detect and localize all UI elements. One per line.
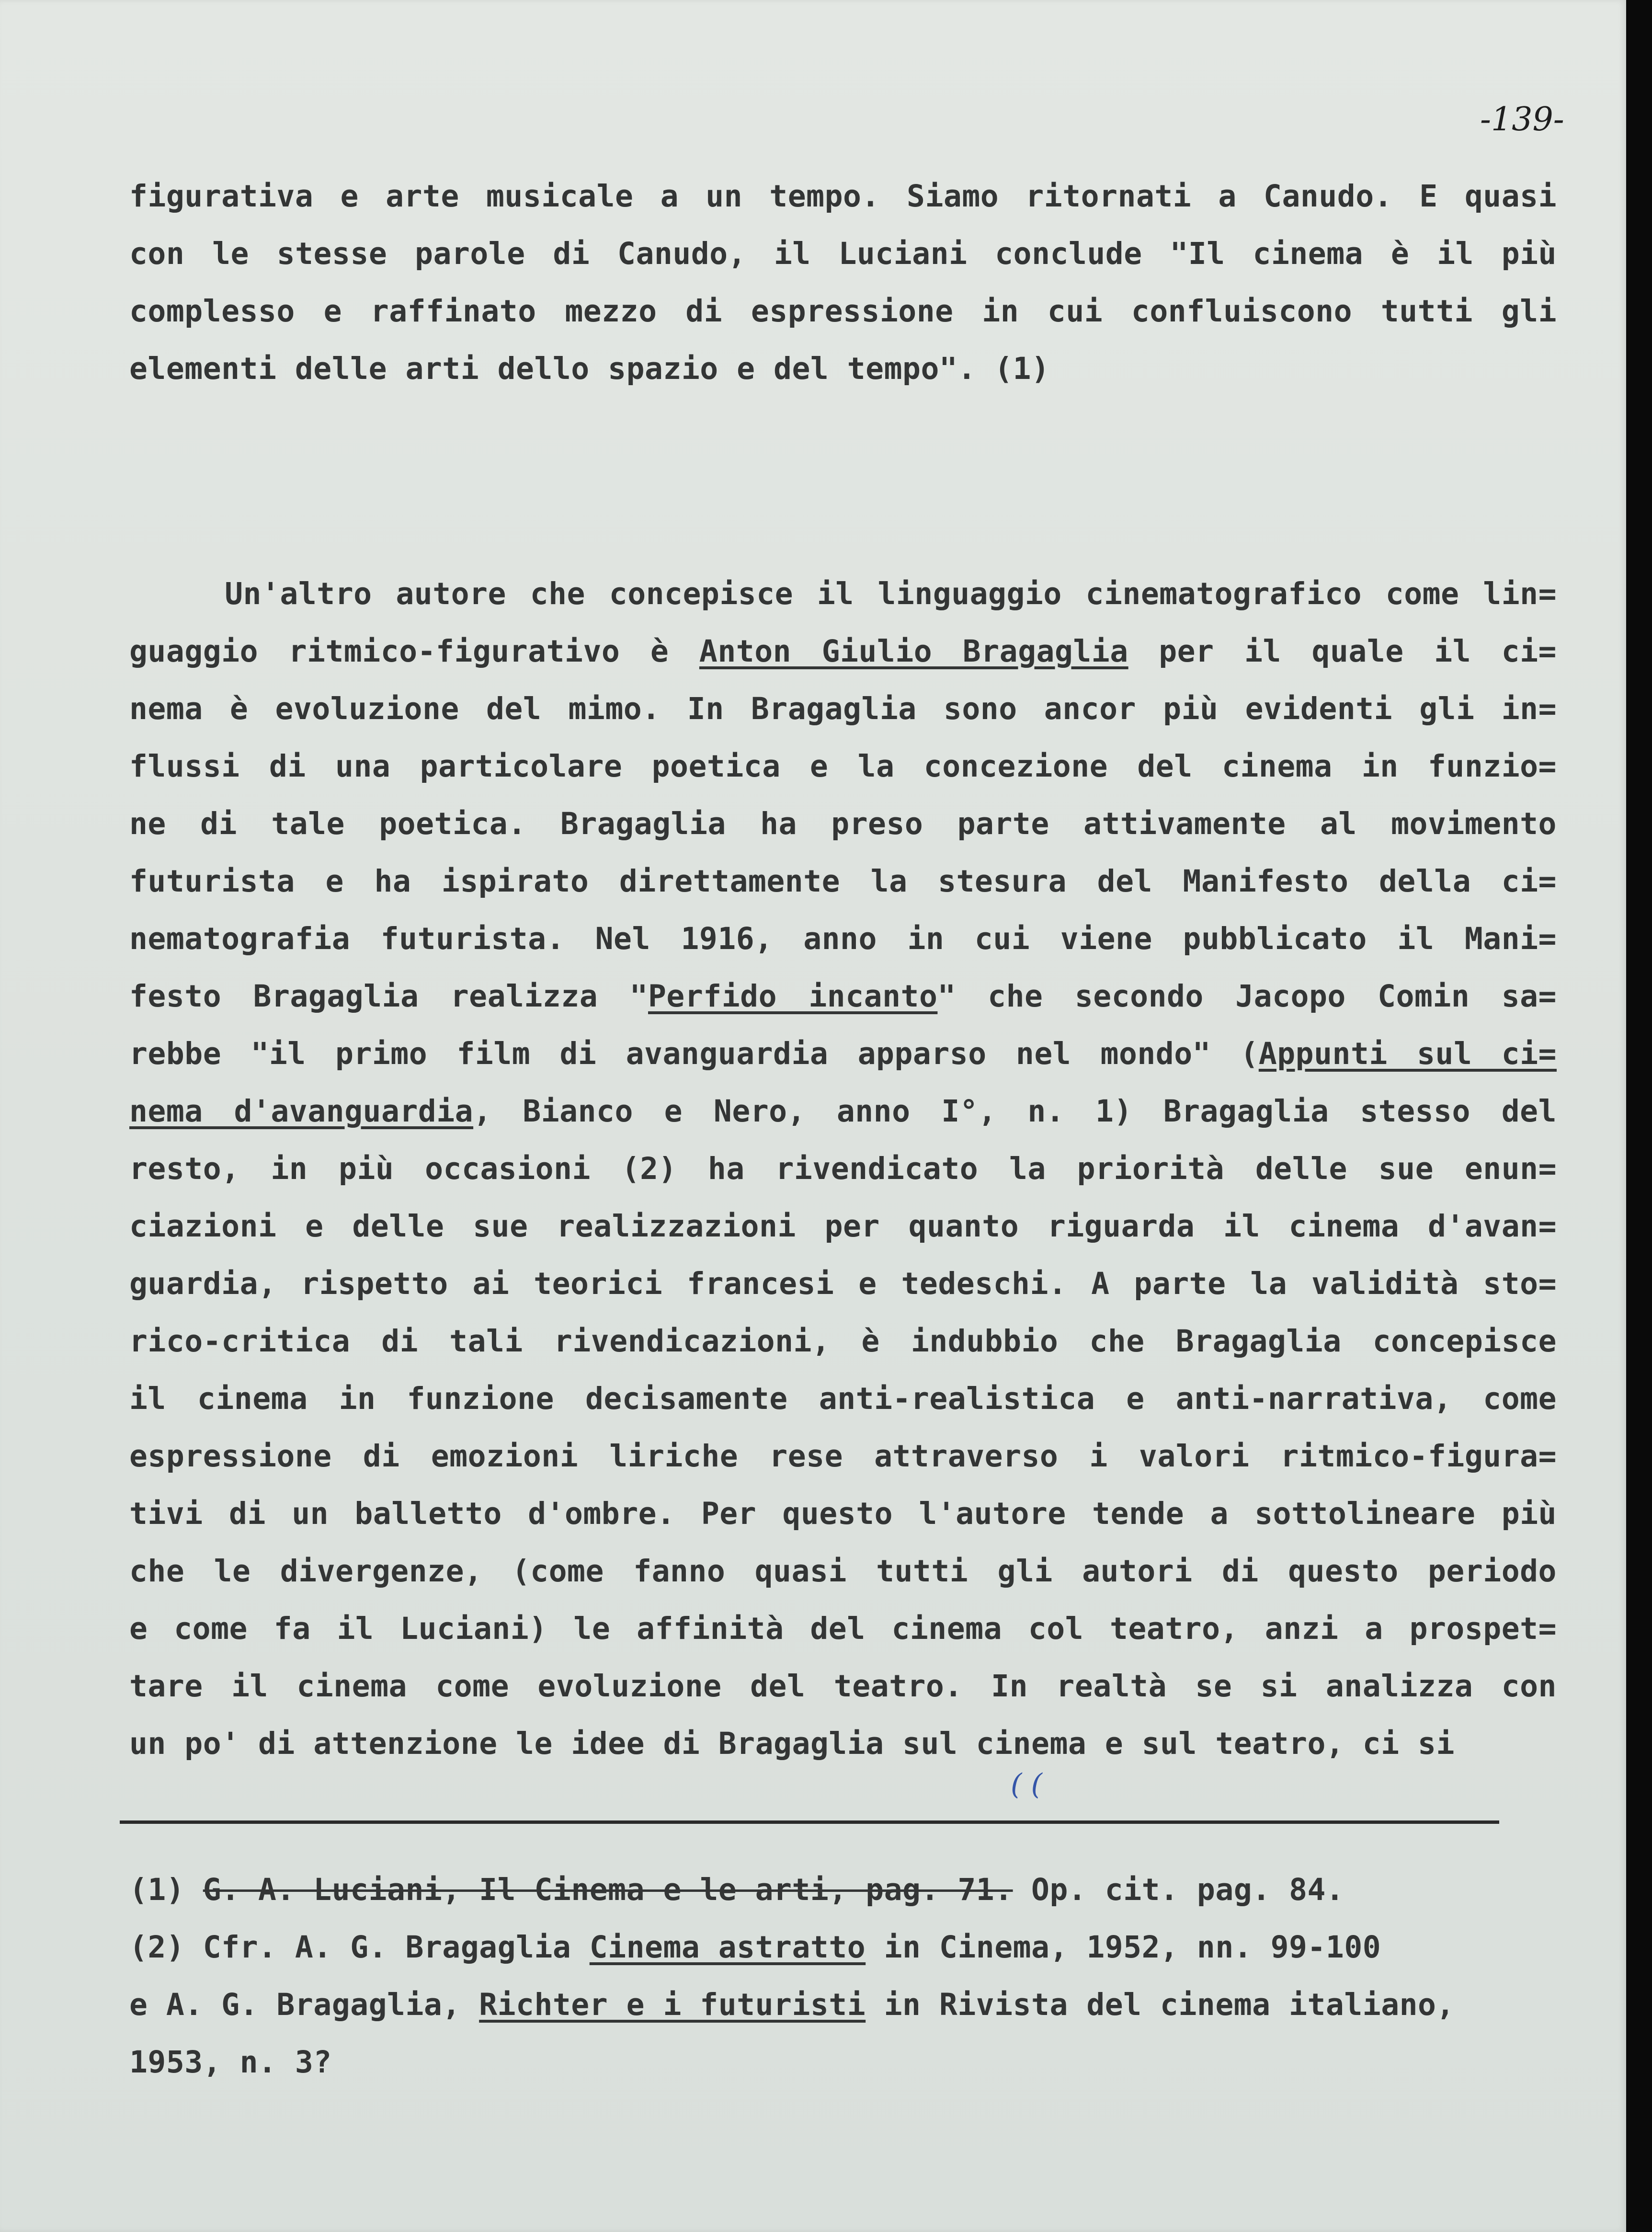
footnote-2-line-3: 1953, n. 3? — [129, 2045, 332, 2080]
text-segment: per il quale il ci= — [1128, 634, 1557, 669]
text-segment: nematografia futurista. Nel 1916, anno in cui viene pubblicato il Mani= — [129, 921, 1557, 956]
text-segment: che le divergenze, (come fanno quasi tutti gli autori di questo periodo — [129, 1554, 1557, 1589]
text-line — [129, 1428, 1557, 1485]
text-line — [129, 1140, 1557, 1198]
text-segment: ciazioni e delle sue realizzazioni per quanto riguarda il cinema d'avan= — [129, 1209, 1557, 1244]
text-line — [129, 910, 1557, 968]
text-segment: nema è evoluzione del mimo. In Bragaglia sono ancor più evidenti gli in= — [129, 691, 1557, 726]
footnote-title: Richter e i futuristi — [479, 1987, 866, 2022]
text-segment: flussi di una particolare poetica e la concezione del cinema in funzio= — [129, 749, 1557, 784]
footnote-1-struck-text: G. A. Luciani, Il Cinema e le arti, pag. 71. — [203, 1872, 1013, 1907]
footnote-2-line-1 — [129, 1919, 1557, 1976]
text-line — [129, 1658, 1557, 1715]
text-line — [129, 1715, 1557, 1773]
text-line: figurativa e arte musicale a un tempo. Siamo ritornati a Canudo. E quasi — [129, 179, 1557, 214]
text-line — [129, 853, 1557, 910]
underlined-title: Perfido incanto — [648, 979, 938, 1014]
paragraph-1 — [129, 168, 1557, 398]
text-line — [129, 1485, 1557, 1543]
text-line — [129, 1198, 1557, 1255]
text-segment: tare il cinema come evoluzione del teatro. In realtà se si analizza con — [129, 1669, 1557, 1704]
text-line — [129, 1025, 1557, 1083]
footnote-text: in Cinema, 1952, nn. 99-100 — [866, 1930, 1381, 1965]
text-segment: rebbe "il primo film di avanguardia apparso nel mondo" ( — [129, 1036, 1259, 1071]
text-segment: " che secondo Jacopo Comin sa= — [937, 979, 1557, 1014]
footnote-title: Cinema astratto — [589, 1930, 866, 1965]
text-segment: espressione di emozioni liriche rese attraverso i valori ritmico-figura= — [129, 1439, 1557, 1474]
text-segment: rico-critica di tali rivendicazioni, è indubbio che Bragaglia concepisce — [129, 1324, 1557, 1359]
text-line — [129, 623, 1557, 680]
footnote-2-line-2 — [129, 1976, 1557, 2034]
text-line: elementi delle arti dello spazio e del tempo". (1) — [129, 351, 1050, 386]
underlined-title: nema d'avanguardia — [129, 1094, 474, 1129]
footnote-separator — [120, 1820, 1499, 1824]
text-line — [129, 968, 1557, 1025]
footnote-1 — [129, 1861, 1557, 1919]
text-line — [129, 1543, 1557, 1600]
text-segment: tivi di un balletto d'ombre. Per questo l'autore tende a sottolineare più — [129, 1496, 1557, 1531]
text-segment: un po' di attenzione le idee di Bragaglia sul cinema e sul teatro, ci si — [129, 1726, 1455, 1761]
footnote-1-number: (1) — [129, 1872, 185, 1907]
underlined-title: Anton Giulio Bragaglia — [699, 634, 1128, 669]
footnote-text: (2) Cfr. A. G. Bragaglia — [129, 1930, 590, 1965]
handwritten-margin-mark: ( ( — [1011, 1768, 1042, 1801]
text-segment: , Bianco e Nero, anno I°, n. 1) Bragaglia stesso del — [473, 1094, 1557, 1129]
footnotes — [129, 1861, 1557, 2091]
text-line — [129, 565, 1557, 623]
text-segment: Un'altro autore che concepisce il linguaggio cinematografico come lin= — [129, 576, 1557, 611]
text-line — [129, 738, 1557, 795]
text-line: con le stesse parole di Canudo, il Luciani conclude "Il cinema è il più — [129, 236, 1557, 271]
footnote-text: in Rivista del cinema italiano, — [866, 1987, 1455, 2022]
text-line — [129, 795, 1557, 853]
page-number: -139- — [1480, 101, 1564, 138]
text-segment: futurista e ha ispirato direttamente la stesura del Manifesto della ci= — [129, 864, 1557, 899]
text-segment: il cinema in funzione decisamente anti-realistica e anti-narrativa, come — [129, 1381, 1557, 1416]
underlined-title: Appunti sul ci= — [1258, 1036, 1557, 1071]
text-line: complesso e raffinato mezzo di espressione in cui confluiscono tutti gli — [129, 294, 1557, 329]
footnote-1-text: Op. cit. pag. 84. — [1013, 1872, 1344, 1907]
text-line — [129, 680, 1557, 738]
text-segment: e come fa il Luciani) le affinità del cinema col teatro, anzi a prospet= — [129, 1611, 1557, 1646]
text-line — [129, 1370, 1557, 1428]
paragraph-2 — [129, 565, 1557, 1773]
footnote-text: e A. G. Bragaglia, — [129, 1987, 479, 2022]
text-line — [129, 1313, 1557, 1370]
text-line — [129, 1600, 1557, 1658]
text-segment: ne di tale poetica. Bragaglia ha preso parte attivamente al movimento — [129, 806, 1557, 841]
text-segment: guardia, rispetto ai teorici francesi e tedeschi. A parte la validità sto= — [129, 1266, 1557, 1301]
text-segment: resto, in più occasioni (2) ha rivendicato la priorità delle sue enun= — [129, 1151, 1557, 1186]
text-line — [129, 1083, 1557, 1140]
text-segment: guaggio ritmico-figurativo è — [129, 634, 699, 669]
text-line — [129, 1255, 1557, 1313]
text-segment: festo Bragaglia realizza " — [129, 979, 648, 1014]
